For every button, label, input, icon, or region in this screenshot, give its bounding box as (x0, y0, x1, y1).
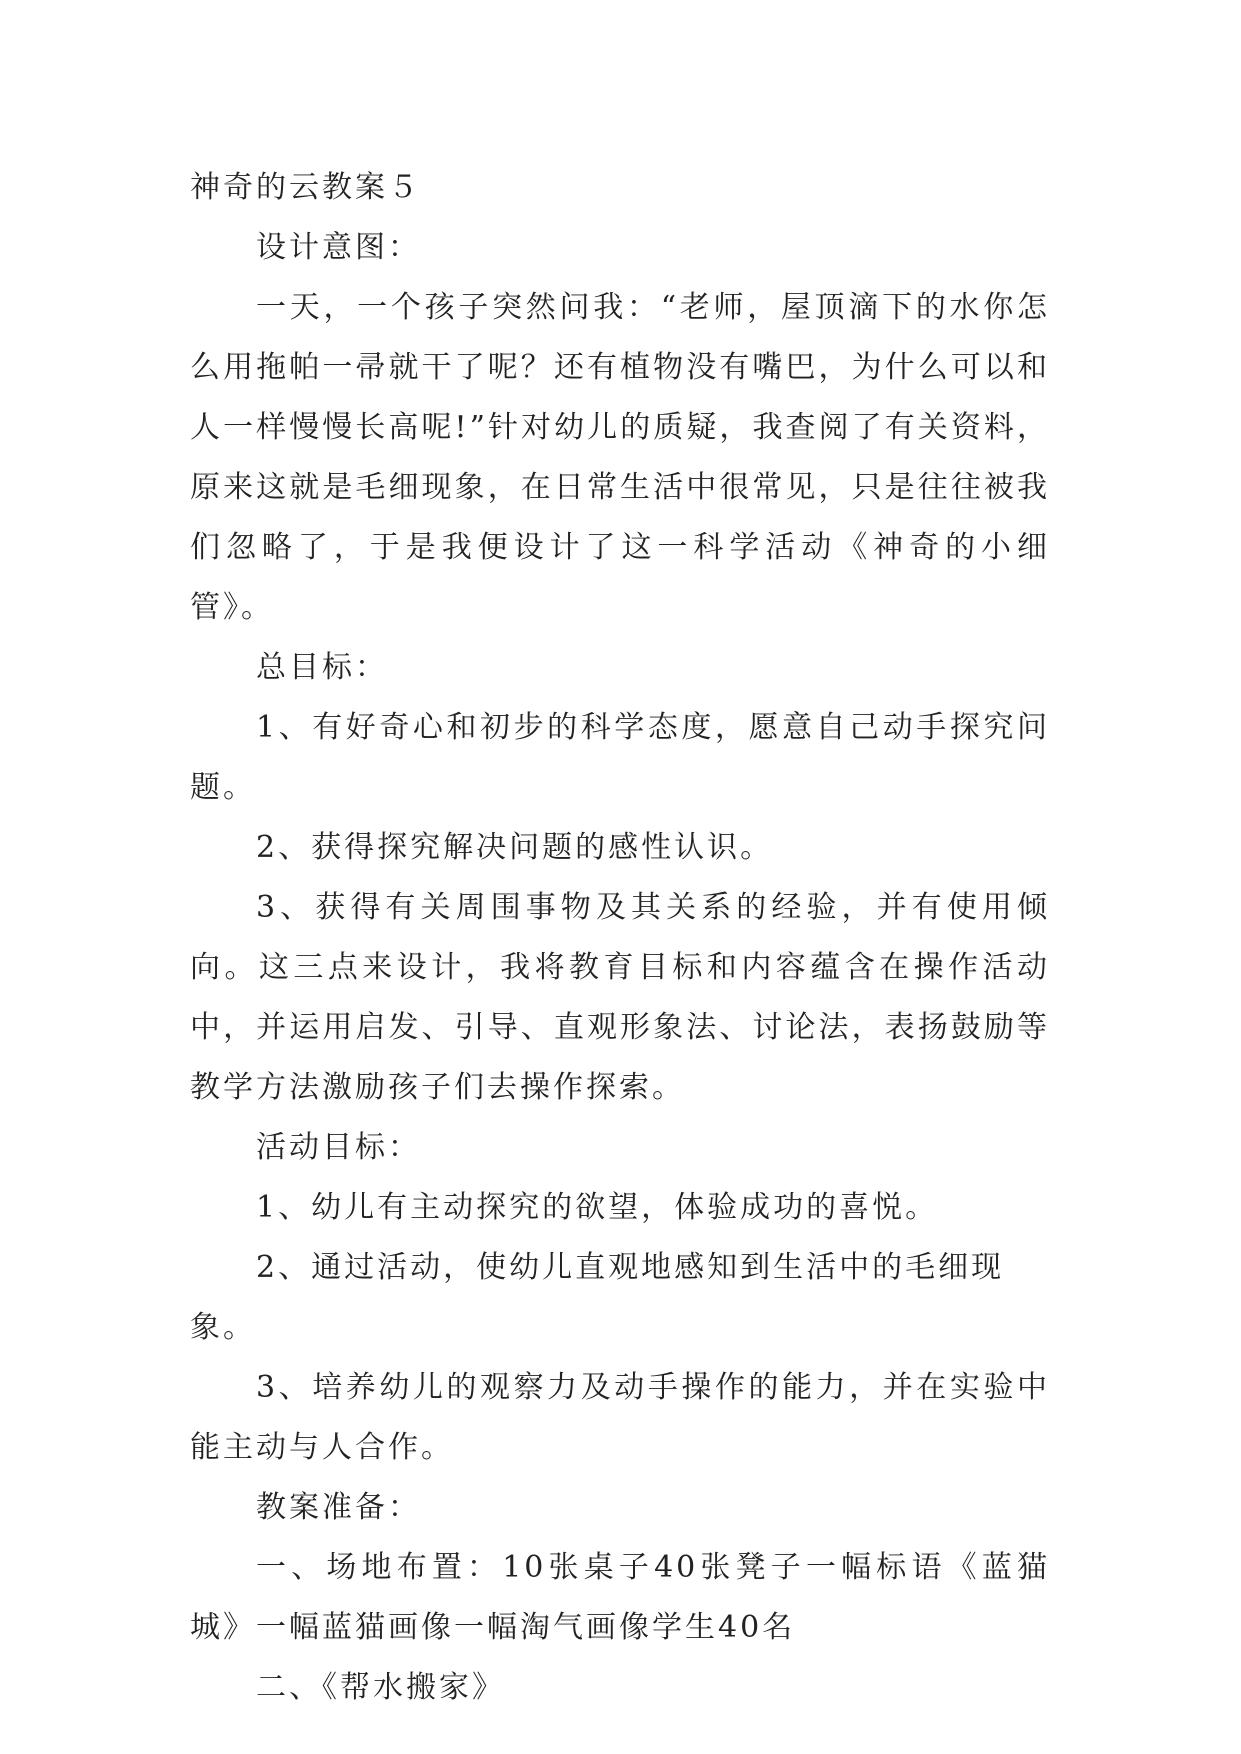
list-item-goal-3: 3、获得有关周围事物及其关系的经验，并有使用倾向。这三点来设计，我将教育目标和内容蕴含在操作活动中，并运用启发、引导、直观形象法、讨论法，表扬鼓励等教学方法激励孩子们去操作探索。 (190, 890, 1050, 1105)
list-item-goal-1: 1、有好奇心和初步的科学态度，愿意自己动手探究问题。 (190, 710, 1050, 805)
document-title: 神奇的云教案５ (190, 170, 421, 205)
list-item-activity-goal-3: 3、培养幼儿的观察力及动手操作的能力，并在实验中能主动与人合作。 (190, 1370, 1050, 1465)
list-item-activity-goal-1: 1、幼儿有主动探究的欲望，体验成功的喜悦。 (256, 1190, 939, 1225)
document-body (190, 158, 1050, 1718)
section-heading-activity-goals: 活动目标： (256, 1130, 421, 1165)
section-heading-design-intent: 设计意图： (256, 230, 421, 265)
list-item-goal-2: 2、获得探究解决问题的感性认识。 (256, 830, 774, 865)
paragraph-design-intent: 一天，一个孩子突然问我：“老师，屋顶滴下的水你怎么用拖帕一帚就干了呢？还有植物没有嘴巴，为什么可以和人一样慢慢长高呢!”针对幼儿的质疑，我查阅了有关资料，原来这就是毛细现象，在日常生活中很常见，只是往往被我们忽略了，于是我便设计了这一科学活动《神奇的小细管》。 (190, 290, 1050, 625)
list-item-preparation-1: 一、场地布置：10张桌子40张凳子一幅标语《蓝猫城》一幅蓝猫画像一幅淘气画像学生40名 (190, 1550, 1050, 1645)
list-item-activity-goal-2: 2、通过活动，使幼儿直观地感知到生活中的毛细现象。 (190, 1250, 1005, 1345)
list-item-preparation-2: 二、《帮水搬家》 (256, 1670, 505, 1705)
section-heading-overall-goals: 总目标： (256, 650, 388, 685)
section-heading-preparation: 教案准备： (256, 1490, 421, 1525)
